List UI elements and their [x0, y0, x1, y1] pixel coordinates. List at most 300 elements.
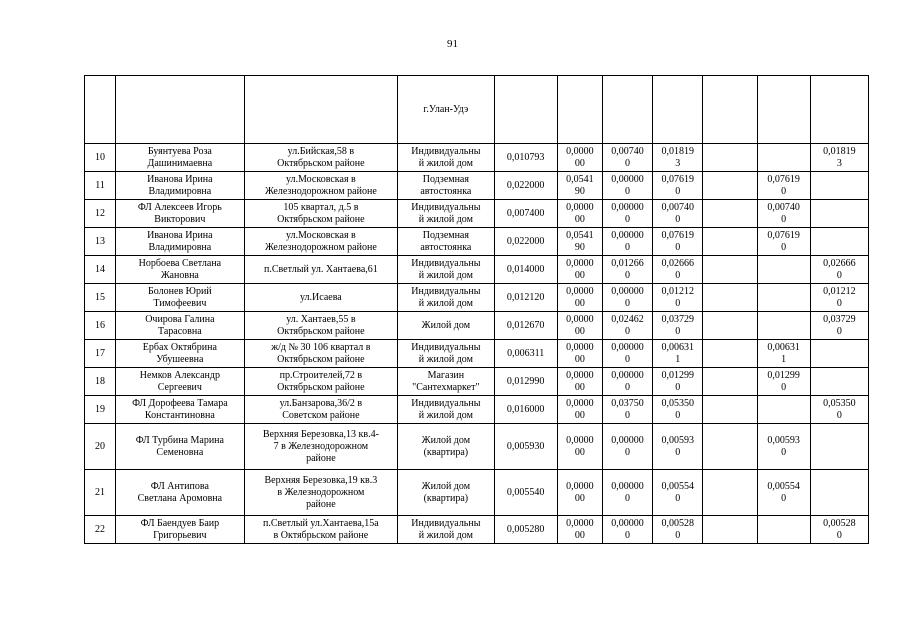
row-number — [85, 470, 116, 516]
owner-name-line: Дашинимаевна — [147, 157, 213, 169]
object-type-line: Индивидуальны — [411, 517, 481, 529]
row-number — [85, 228, 116, 256]
object-type-line: Подземная — [422, 173, 469, 185]
row-number — [85, 284, 116, 312]
table-row — [85, 396, 869, 424]
row-number-line: 19 — [95, 403, 106, 415]
address-line: Октябрьском районе — [277, 381, 365, 393]
value-2 — [557, 284, 602, 312]
object-type-line: й жилой дом — [418, 409, 473, 421]
address-line: Советском районе — [282, 409, 360, 421]
table-row — [85, 284, 869, 312]
value-3-line: 0,02462 — [611, 313, 644, 325]
address-line: в Железнодорожном — [277, 486, 365, 498]
value-3 — [602, 228, 652, 256]
object-type — [398, 396, 494, 424]
value-1-line: 0,005540 — [506, 486, 545, 498]
owner-name-line: ФЛ Баендуев Баир — [140, 517, 220, 529]
value-7 — [810, 144, 868, 172]
address — [244, 368, 398, 396]
row-number — [85, 396, 116, 424]
object-type-line: (квартира) — [423, 446, 469, 458]
value-2-line: 0,0000 — [566, 257, 594, 269]
value-3 — [602, 340, 652, 368]
value-5 — [703, 424, 757, 470]
value-7 — [810, 256, 868, 284]
value-4-line: 0,01212 — [661, 285, 694, 297]
value-3 — [602, 424, 652, 470]
object-type — [398, 172, 494, 200]
value-6-line: 0,00554 — [767, 480, 800, 492]
value-6 — [757, 144, 810, 172]
value-1-line: 0,016000 — [506, 403, 545, 415]
value-2 — [557, 256, 602, 284]
value-4 — [653, 144, 703, 172]
value-3-line: 0,00000 — [611, 229, 644, 241]
object-type-line: й жилой дом — [418, 353, 473, 365]
value-2-line: 00 — [574, 213, 585, 225]
value-2-line: 0,0000 — [566, 285, 594, 297]
value-7-line: 0,03729 — [823, 313, 856, 325]
value-6 — [757, 368, 810, 396]
value-2-line: 00 — [574, 297, 585, 309]
value-2-line: 90 — [574, 241, 585, 253]
object-type-line: Индивидуальны — [411, 397, 481, 409]
value-3-line: 0,00000 — [611, 173, 644, 185]
address — [244, 228, 398, 256]
row-number-line: 22 — [95, 523, 106, 535]
value-6 — [757, 172, 810, 200]
value-3 — [602, 256, 652, 284]
value-1 — [494, 312, 557, 340]
value-7 — [810, 368, 868, 396]
address-line: районе — [306, 452, 336, 464]
row-number-line: 13 — [95, 235, 106, 247]
address-line: п.Светлый ул. Хантаева,61 — [264, 263, 378, 275]
value-3-line: 0 — [625, 381, 631, 393]
value-3-line: 0,00000 — [611, 201, 644, 213]
value-2 — [557, 340, 602, 368]
object-type-line: й жилой дом — [418, 297, 473, 309]
owner-name-line: Норбоева Светлана — [138, 257, 222, 269]
owner-name-line: ФЛ Дорофеева Тамара — [132, 397, 228, 409]
value-4-line: 0 — [675, 269, 681, 281]
value-6-line: 0,07619 — [767, 229, 800, 241]
owner-name-line: Семеновна — [156, 446, 204, 458]
owner-name — [116, 256, 244, 284]
value-3 — [602, 368, 652, 396]
city-cell: г.Улан-Удэ — [398, 76, 494, 144]
value-3-line: 0,00000 — [611, 434, 644, 446]
address-line: Железнодорожном районе — [264, 185, 377, 197]
value-2 — [557, 228, 602, 256]
value-3-line: 0 — [625, 185, 631, 197]
value-3-line: 0,00000 — [611, 285, 644, 297]
value-6 — [757, 340, 810, 368]
row-number — [85, 368, 116, 396]
value-1 — [494, 340, 557, 368]
value-3-line: 0,00000 — [611, 341, 644, 353]
value-4-line: 0,00740 — [661, 201, 694, 213]
object-type-line: Индивидуальны — [411, 341, 481, 353]
address-line: Октябрьском районе — [277, 157, 365, 169]
value-6 — [757, 424, 810, 470]
value-3-line: 0 — [625, 325, 631, 337]
address-line: Октябрьском районе — [277, 325, 365, 337]
value-2-line: 00 — [574, 529, 585, 541]
value-2-line: 00 — [574, 353, 585, 365]
value-6 — [757, 312, 810, 340]
value-6-line: 0,00593 — [767, 434, 800, 446]
owner-name-line: Ербах Октябрина — [142, 341, 217, 353]
row-number — [85, 144, 116, 172]
value-3-line: 0 — [625, 241, 631, 253]
object-type-line: Жилой дом — [421, 319, 471, 331]
value-1-line: 0,022000 — [506, 235, 545, 247]
owner-name-line: Григорьевич — [153, 529, 207, 541]
value-5 — [703, 516, 757, 544]
value-1-line: 0,022000 — [506, 179, 545, 191]
page-number: 91 — [447, 38, 458, 50]
owner-name-line: Владимировна — [148, 241, 212, 253]
address-line: п.Светлый ул.Хантаева,15а — [263, 517, 379, 529]
owner-name — [116, 424, 244, 470]
value-7 — [810, 312, 868, 340]
row-number-line: 21 — [95, 486, 106, 498]
value-7-line: 0 — [836, 409, 842, 421]
value-4 — [653, 284, 703, 312]
address-line: в Октябрьском районе — [273, 529, 369, 541]
object-type-line: Индивидуальны — [411, 257, 481, 269]
object-type — [398, 312, 494, 340]
address-line: ул.Московская в — [285, 229, 356, 241]
owner-name — [116, 470, 244, 516]
value-5 — [703, 200, 757, 228]
owner-name — [116, 396, 244, 424]
value-3 — [602, 284, 652, 312]
value-2 — [557, 312, 602, 340]
value-4-line: 0 — [675, 409, 681, 421]
value-4-line: 0,05350 — [661, 397, 694, 409]
value-1 — [494, 368, 557, 396]
table-row — [85, 144, 869, 172]
value-4 — [653, 312, 703, 340]
row-number-line: 17 — [95, 347, 106, 359]
owner-name — [116, 516, 244, 544]
value-2 — [557, 516, 602, 544]
value-3-line: 0 — [625, 446, 631, 458]
owner-name — [116, 200, 244, 228]
object-type-line: Индивидуальны — [411, 201, 481, 213]
address — [244, 340, 398, 368]
value-3-line: 0 — [625, 529, 631, 541]
value-4-line: 0,01819 — [661, 145, 694, 157]
header-row — [85, 76, 869, 144]
value-1 — [494, 200, 557, 228]
value-6-line: 0,01299 — [767, 369, 800, 381]
object-type — [398, 424, 494, 470]
row-number — [85, 312, 116, 340]
object-type-line: Индивидуальны — [411, 285, 481, 297]
object-type-line: й жилой дом — [418, 157, 473, 169]
value-6-line: 0 — [781, 213, 787, 225]
value-5 — [703, 312, 757, 340]
object-type — [398, 228, 494, 256]
value-7-line: 0 — [836, 269, 842, 281]
value-3 — [602, 200, 652, 228]
value-1 — [494, 396, 557, 424]
owner-name-line: Константиновна — [144, 409, 215, 421]
table-row — [85, 470, 869, 516]
address-line: Верхняя Березовка,13 кв.4- — [262, 428, 379, 440]
data-table — [84, 75, 869, 544]
object-type — [398, 470, 494, 516]
address-line: Октябрьском районе — [277, 353, 365, 365]
value-1 — [494, 516, 557, 544]
address-line: пр.Строителей,72 в — [279, 369, 363, 381]
value-2-line: 00 — [574, 325, 585, 337]
value-6-line: 0,00740 — [767, 201, 800, 213]
object-type — [398, 516, 494, 544]
address-line: ул.Бийская,58 в — [287, 145, 355, 157]
value-2 — [557, 424, 602, 470]
value-1 — [494, 256, 557, 284]
value-4-line: 3 — [675, 157, 681, 169]
address — [244, 256, 398, 284]
row-number-line: 16 — [95, 319, 106, 331]
value-4 — [653, 256, 703, 284]
row-number-line: 20 — [95, 440, 106, 452]
value-3 — [602, 516, 652, 544]
object-type — [398, 284, 494, 312]
value-7-line: 3 — [836, 157, 842, 169]
value-6 — [757, 256, 810, 284]
value-6 — [757, 284, 810, 312]
address-line: Верхняя Березовка,19 кв.3 — [264, 474, 378, 486]
value-6 — [757, 516, 810, 544]
value-1-line: 0,007400 — [506, 207, 545, 219]
value-1-line: 0,005280 — [506, 523, 545, 535]
value-2-line: 0,0541 — [566, 229, 594, 241]
value-2 — [557, 470, 602, 516]
object-type-line: (квартира) — [423, 492, 469, 504]
value-5 — [703, 470, 757, 516]
value-7 — [810, 470, 868, 516]
value-2-line: 00 — [574, 157, 585, 169]
row-number-line: 11 — [95, 179, 105, 191]
value-4-line: 0 — [675, 297, 681, 309]
value-6-line: 1 — [781, 353, 787, 365]
value-1-line: 0,010793 — [506, 151, 545, 163]
object-type-line: Индивидуальны — [411, 145, 481, 157]
row-number-line: 18 — [95, 375, 106, 387]
value-1-line: 0,012670 — [506, 319, 545, 331]
owner-name — [116, 312, 244, 340]
address — [244, 312, 398, 340]
value-3-line: 0,00000 — [611, 517, 644, 529]
object-type — [398, 340, 494, 368]
value-3-line: 0 — [625, 269, 631, 281]
object-type-line: й жилой дом — [418, 213, 473, 225]
owner-name — [116, 228, 244, 256]
table-row — [85, 340, 869, 368]
owner-name-line: Иванова Ирина — [147, 229, 213, 241]
table-row — [85, 172, 869, 200]
owner-name — [116, 368, 244, 396]
value-4-line: 0,07619 — [661, 229, 694, 241]
owner-name-line: ФЛ Турбина Марина — [135, 434, 224, 446]
owner-name-line: Владимировна — [148, 185, 212, 197]
value-2 — [557, 200, 602, 228]
value-2-line: 00 — [574, 492, 585, 504]
value-5 — [703, 340, 757, 368]
value-4-line: 0,01299 — [661, 369, 694, 381]
value-6-line: 0 — [781, 185, 787, 197]
owner-name-line: ФЛ Антипова — [150, 480, 209, 492]
value-4-line: 0,00528 — [661, 517, 694, 529]
owner-name-line: Болонев Юрий — [148, 285, 212, 297]
object-type-line: Жилой дом — [421, 480, 471, 492]
table-row — [85, 516, 869, 544]
value-4-line: 0,00593 — [661, 434, 694, 446]
owner-name — [116, 340, 244, 368]
value-4 — [653, 340, 703, 368]
address — [244, 200, 398, 228]
address — [244, 144, 398, 172]
value-1 — [494, 228, 557, 256]
object-type — [398, 200, 494, 228]
row-number — [85, 172, 116, 200]
owner-name-line: Светлана Аромовна — [137, 492, 223, 504]
address-line: ул. Хантаев,55 в — [286, 313, 356, 325]
object-type-line: Магазин — [427, 369, 465, 381]
address-line: Октябрьском районе — [277, 213, 365, 225]
address — [244, 424, 398, 470]
value-2 — [557, 172, 602, 200]
address-line: ж/д № 30 106 квартал в — [271, 341, 371, 353]
value-6-line: 0,07619 — [767, 173, 800, 185]
row-number — [85, 516, 116, 544]
value-4-line: 0,07619 — [661, 173, 694, 185]
address — [244, 516, 398, 544]
value-6-line: 0 — [781, 381, 787, 393]
value-4-line: 0 — [675, 241, 681, 253]
value-2-line: 0,0000 — [566, 145, 594, 157]
object-type — [398, 368, 494, 396]
value-5 — [703, 172, 757, 200]
value-2-line: 00 — [574, 446, 585, 458]
value-2-line: 0,0000 — [566, 313, 594, 325]
value-6-line: 0 — [781, 241, 787, 253]
owner-name-line: Тимофеевич — [153, 297, 207, 309]
owner-name-line: ФЛ Алексеев Игорь — [137, 201, 222, 213]
value-2-line: 0,0000 — [566, 434, 594, 446]
value-2-line: 90 — [574, 185, 585, 197]
value-7 — [810, 228, 868, 256]
value-3-line: 0 — [625, 492, 631, 504]
value-4 — [653, 200, 703, 228]
value-2 — [557, 368, 602, 396]
value-5 — [703, 256, 757, 284]
value-4-line: 0 — [675, 213, 681, 225]
owner-name-line: Викторович — [154, 213, 206, 225]
object-type-line: автостоянка — [420, 185, 472, 197]
value-3 — [602, 172, 652, 200]
value-1 — [494, 470, 557, 516]
address-line: 7 в Железнодорожном — [273, 440, 369, 452]
address — [244, 284, 398, 312]
value-7-line: 0 — [836, 325, 842, 337]
value-2-line: 0,0000 — [566, 397, 594, 409]
value-5 — [703, 144, 757, 172]
table-row — [85, 424, 869, 470]
value-7 — [810, 172, 868, 200]
table-row — [85, 200, 869, 228]
value-2-line: 0,0000 — [566, 517, 594, 529]
value-1 — [494, 172, 557, 200]
value-1-line: 0,014000 — [506, 263, 545, 275]
value-7 — [810, 284, 868, 312]
address-line: 105 квартал, д.5 в — [283, 201, 359, 213]
value-5 — [703, 368, 757, 396]
object-type-line: й жилой дом — [418, 529, 473, 541]
row-number-line: 12 — [95, 207, 106, 219]
value-4 — [653, 516, 703, 544]
value-2-line: 00 — [574, 409, 585, 421]
value-7 — [810, 424, 868, 470]
value-1 — [494, 144, 557, 172]
address-line: ул.Московская в — [285, 173, 356, 185]
value-2 — [557, 144, 602, 172]
table-row — [85, 228, 869, 256]
owner-name — [116, 172, 244, 200]
owner-name-line: Иванова Ирина — [147, 173, 213, 185]
row-number-line: 10 — [95, 151, 106, 163]
value-5 — [703, 228, 757, 256]
value-3-line: 0 — [625, 213, 631, 225]
value-4-line: 0,02666 — [661, 257, 694, 269]
value-3-line: 0 — [625, 409, 631, 421]
owner-name-line: Очирова Галина — [145, 313, 215, 325]
value-5 — [703, 396, 757, 424]
object-type — [398, 256, 494, 284]
value-4-line: 0,00554 — [661, 480, 694, 492]
value-4-line: 0 — [675, 381, 681, 393]
value-1-line: 0,012120 — [506, 291, 545, 303]
value-3-line: 0,03750 — [611, 397, 644, 409]
value-3-line: 0 — [625, 353, 631, 365]
value-7 — [810, 200, 868, 228]
row-number — [85, 200, 116, 228]
value-1-line: 0,006311 — [507, 347, 545, 359]
row-number-line: 15 — [95, 291, 106, 303]
object-type-line: "Сантехмаркет" — [412, 381, 480, 393]
value-7-line: 0 — [836, 529, 842, 541]
value-2-line: 00 — [574, 269, 585, 281]
value-6 — [757, 228, 810, 256]
value-3-line: 0,00000 — [611, 369, 644, 381]
value-4 — [653, 396, 703, 424]
value-3 — [602, 144, 652, 172]
row-number — [85, 424, 116, 470]
value-6-line: 0 — [781, 492, 787, 504]
value-4-line: 0,03729 — [661, 313, 694, 325]
value-4 — [653, 228, 703, 256]
address — [244, 470, 398, 516]
address-line: ул.Банзарова,36/2 в — [279, 397, 363, 409]
value-6 — [757, 396, 810, 424]
value-4-line: 0 — [675, 492, 681, 504]
